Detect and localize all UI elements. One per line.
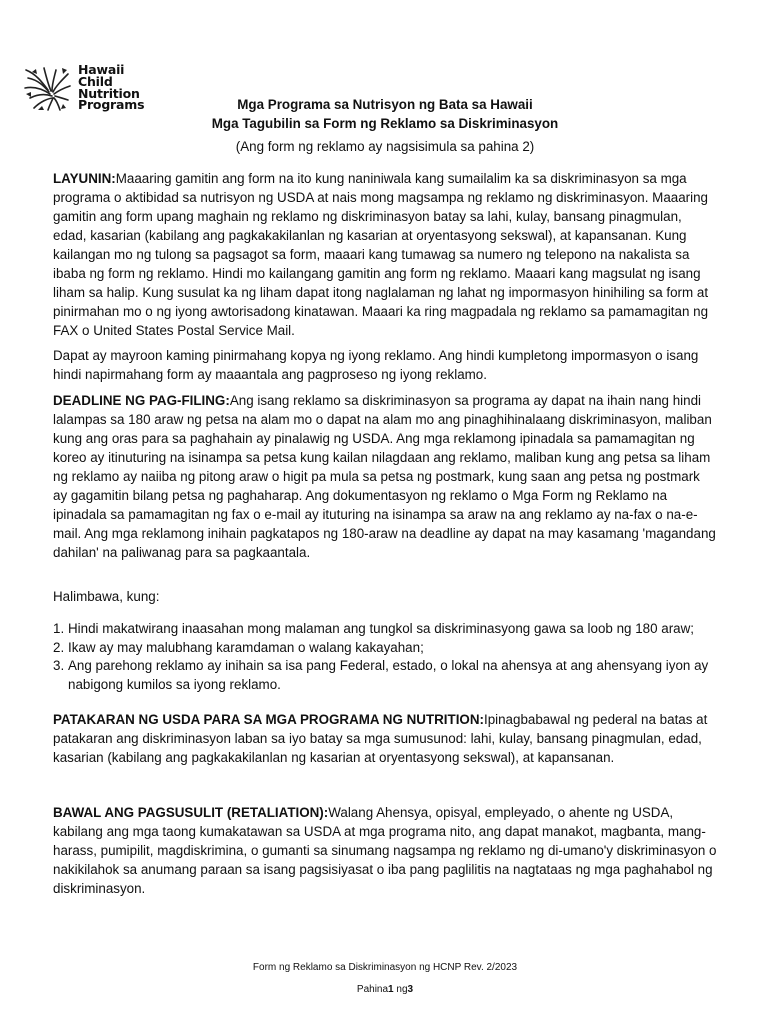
patakaran-heading: PATAKARAN NG USDA PARA SA MGA PROGRAMA NG NUTRITION: [53,712,484,727]
list-item [53,639,743,658]
footer-page-number [0,984,770,995]
deadline-paragraph [53,391,717,562]
dapat-paragraph: Dapat ay mayroon kaming pinirmahang kopya ng iyong reklamo. Ang hindi kumpletong impormasyon o isang hindi napirmahang form ay maaantala ang pagproseso ng iyong reklamo. [53,348,699,382]
form-start-note: (Ang form ng reklamo ay nagsisimula sa pahina 2) [235,139,535,154]
list-item-number: 1. [53,621,65,636]
list-item-text: Ang parehong reklamo ay inihain sa isa pang Federal, estado, o lokal na ahensya at ang ahensyang iyon ay nabigong kumilos sa iyong reklamo. [68,658,709,692]
page-prefix: Pahina [356,984,389,995]
document-title: Mga Programa sa Nutrisyon ng Bata sa Hawaii [237,97,533,112]
deadline-heading: DEADLINE NG PAG-FILING: [53,393,230,408]
patakaran-text: Ipinagbabawal ng pederal na batas at patakaran ang diskriminasyon laban sa iyo batay sa mga sumusunod: lahi, kulay, bansang pinagmulan, edad, kasarian (kabilang ang pagkakakilanlan ng kasarian at oryentasyong sekswal), at kapansanan. [53,712,708,765]
list-item-number: 2. [53,639,65,655]
deadline-text: Ang isang reklamo sa diskriminasyon sa programa ay dapat na ihain nang hindi lalampas sa 180 araw ng petsa na alam mo o dapat na alam mo ang pinaghihinalaang diskriminasyon, maliban kung ang oras para sa paghahain ay pinalawig ng USDA. Ang mga reklamong ipinadala sa pamamagitan ng koreo ay itinuturing na isinampa sa petsa kung kailan nilagdaan ang reklamo, maliban kung ang petsa sa liham ng reklamo ay naiiba ng pitong araw o higit pa mula sa petsa ng postmark, kung saan ang petsa ng postmark ay gagamitin bilang petsa ng paghaharap. Ang dokumentasyon ng reklamo o Mga Form ng Reklamo na ipinadala sa pamamagitan ng fax o e-mail ay ituturing na isinampa sa araw na ang reklamo ay na-fax o na-e-mail. Ang mga reklamong inihain pagkatapos ng 180-araw na deadline ay dapat na may kasamang 'magandang dahilan' na paliwanag para sa pagkaantala. [53,393,716,560]
bawal-heading: BAWAL ANG PAGSUSULIT (RETALIATION): [53,805,329,820]
logo-text-line: Programs [78,97,145,113]
footer-form-revision: Form ng Reklamo sa Diskriminasyon ng HCNP Rev. 2/2023 [252,962,518,973]
halimbawa-text: Halimbawa, kung: [53,589,160,604]
patakaran-paragraph [53,710,717,767]
bawal-paragraph [53,803,717,898]
logo-text-line: Nutrition [78,85,140,101]
layunin-heading: LAYUNIN: [53,171,116,186]
list-item [53,657,743,694]
layunin-paragraph [53,169,717,340]
list-item-text: Ikaw ay may malubhang karamdaman o walang kakayahan; [68,639,424,655]
list-item-text: Hindi makatwirang inaasahan mong malaman ang tungkol sa diskriminasyong gawa sa loob ng 180 araw; [68,621,694,636]
logo-text-line: Child [78,73,113,89]
bawal-text: Walang Ahensya, opisyal, empleyado, o ahente ng USDA, kabilang ang mga taong kumakatawan sa USDA at mga programa nito, ang dapat manakot, magbanta, mang-harass, pumipilit, magdiskrimina, o gumanti sa sinumang nagsampa ng reklamo ng di-umano'y diskriminasyon o nakikilahok sa anumang paraan sa isang pagsisiyasat o iba pang paglilitis na nagtataas ng mga paghahabol ng diskriminasyon. [53,805,717,896]
page-current: 1 [388,984,394,995]
document-subtitle: Mga Tagubilin sa Form ng Reklamo sa Diskriminasyon [211,116,559,131]
page-total: 3 [407,984,414,995]
logo-text-line: Hawaii [78,62,125,77]
page-mid: ng [393,984,408,995]
list-item [53,620,743,639]
example-list [53,620,743,694]
layunin-text: Maaaring gamitin ang form na ito kung naniniwala kang sumailalim ka sa diskriminasyon sa mga programa o aktibidad sa nutrisyon ng USDA at nais mong magsampa ng reklamo ng diskriminasyon. Maaaring gamitin ang form upang maghain ng reklamo ng diskriminasyon batay sa lahi, kulay, bansang pinagmulan, edad, kasarian (kabilang ang pagkakakilanlan ng kasarian at oryentasyong sekswal), at kapansanan. Kung kailangan mo ng tulong sa pagsagot sa form, maaari kang tumawag sa numero ng telepono na nakalista sa ibaba ng form ng reklamo. Hindi mo kailangang gamitin ang form ng reklamo. Maaari kang magsulat ng isang liham sa halip. Kung susulat ka ng liham dapat itong naglalaman ng lahat ng impormasyon hinihiling sa form at pinirmahan mo o ng iyong awtorisadong kinatawan. Maaari ka ring magpadala ng reklamo sa pamamagitan ng FAX o United States Postal Service Mail. [53,171,709,338]
list-item-number: 3. [53,658,65,673]
